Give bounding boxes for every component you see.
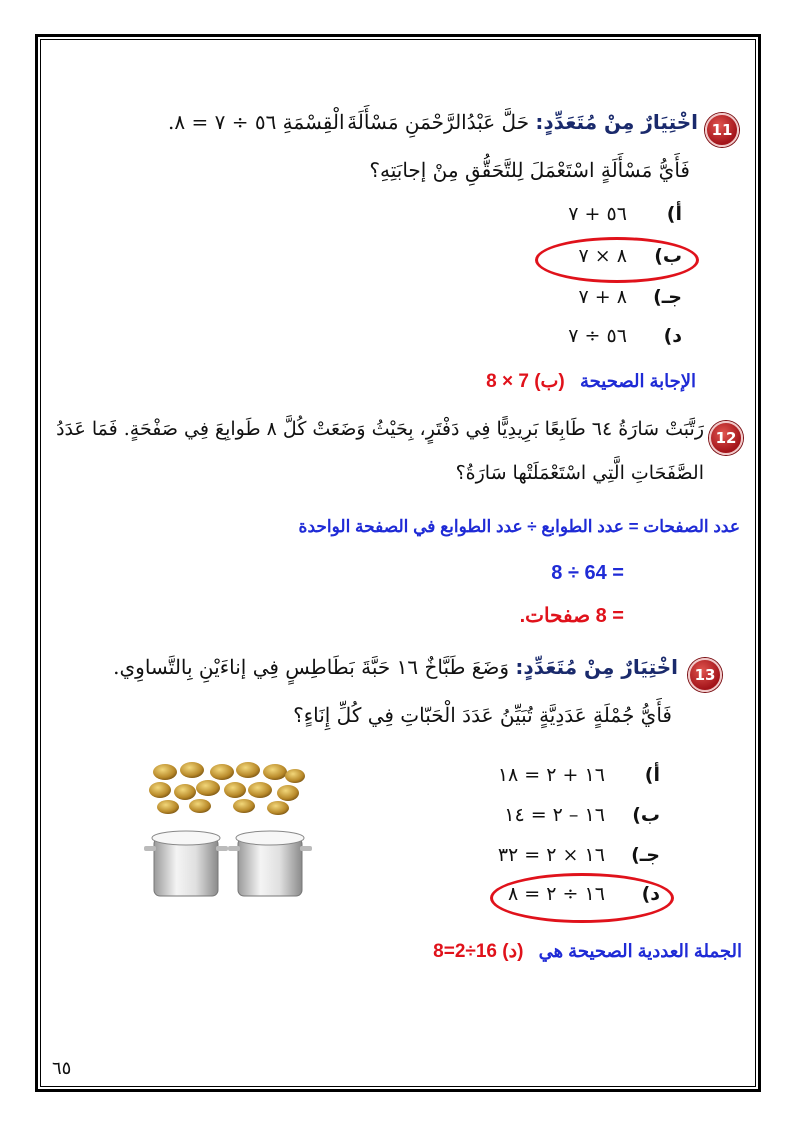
correct-answer-circle-11 — [535, 237, 699, 283]
answer-value: (د) 16÷2=8 — [433, 941, 524, 962]
option-expr: ٥٦ + ٧ — [568, 203, 627, 225]
option-expr: ٨ × ٧ — [578, 245, 627, 267]
question-11-option-a[interactable] — [502, 203, 682, 225]
answer-label: الإجابة الصحيحة — [580, 371, 696, 391]
question-11-text1: حَلَّ عَبْدُالرَّحْمَنِ مَسْأَلَةَ — [347, 110, 530, 134]
question-13-option-c[interactable] — [460, 844, 660, 866]
question-11-line1 — [347, 110, 698, 134]
question-11-line2: فَأَيُّ مَسْأَلَةٍ اسْتَعْمَلَ لِلتَّحَقُّقِ مِنْ إجابَتِهِ؟ — [369, 158, 690, 182]
question-12-line1: رَتَّبَتْ سَارَةُ ٦٤ طَابِعًا بَرِيدِيًّا فِي دَفْتَرٍ، بِحَيْثُ وَضَعَتْ كُلَّ ٨ طَوابِعَ فِي صَفْحَةٍ. فَمَا عَدَدُ — [56, 418, 704, 440]
question-11-badge — [705, 113, 739, 147]
pot-left — [144, 831, 228, 896]
question-13-badge — [688, 658, 722, 692]
option-label: أ) — [644, 764, 660, 786]
question-12-number: 12 — [715, 429, 737, 447]
potatoes-pots-illustration — [140, 760, 320, 900]
question-13-text1: وَضَعَ طَبَّاخٌ ١٦ حَبَّةَ بَطَاطِسٍ فِي إناءَيْنِ بِالتَّساوِي. — [113, 655, 510, 679]
option-expr: ٥٦ ÷ ٧ — [568, 325, 627, 347]
option-label: د) — [641, 883, 660, 905]
option-label: د) — [663, 325, 682, 347]
question-13-answer — [433, 940, 742, 963]
question-12-step2: = 8 صفحات. — [519, 605, 624, 627]
question-13-tag: اخْتِيَارٌ مِنْ مُتَعَدِّدٍ: — [515, 655, 678, 679]
page-frame-inner — [40, 39, 756, 1087]
option-expr: ١٦ – ٢ = ١٤ — [504, 804, 605, 826]
option-expr: ١٦ ÷ ٢ = ٨ — [508, 883, 605, 905]
answer-label: الجملة العددية الصحيحة هي — [538, 941, 742, 961]
question-12-formula: عدد الصفحات = عدد الطوابع ÷ عدد الطوابع في الصفحة الواحدة — [298, 517, 740, 536]
answer-value: (ب) 7 × 8 — [486, 371, 565, 392]
option-label: ب) — [654, 245, 682, 267]
question-13-option-b[interactable] — [460, 804, 660, 826]
question-12-line2: الصَّفَحَاتِ الَّتِي اسْتَعْمَلَتْها سَارَةُ؟ — [455, 462, 704, 484]
question-13-number: 13 — [694, 666, 716, 684]
question-11-option-c[interactable] — [502, 286, 682, 308]
option-expr: ١٦ × ٢ = ٣٢ — [497, 844, 605, 866]
question-13-line1 — [113, 655, 678, 679]
potato-group — [149, 762, 305, 815]
question-13-option-a[interactable] — [460, 764, 660, 786]
question-11-answer — [486, 370, 696, 393]
question-11-division: الْقِسْمَةِ ٥٦ ÷ ٧ = ٨. — [168, 110, 345, 134]
question-12-badge — [709, 421, 743, 455]
option-label: ب) — [632, 804, 660, 826]
correct-answer-circle-13 — [490, 873, 674, 923]
option-label: أ) — [666, 203, 682, 225]
question-11-tag: اخْتِيَارٌ مِنْ مُتَعَدِّدٍ: — [535, 110, 698, 134]
question-13-line2: فَأَيُّ جُمْلَةٍ عَدَدِيَّةٍ تُبَيِّنُ عَدَدَ الْحَبّاتِ فِي كُلِّ إِنَاءٍ؟ — [293, 703, 672, 727]
option-label: جـ) — [653, 286, 682, 308]
question-11-option-d[interactable] — [502, 325, 682, 347]
pot-right — [228, 831, 312, 896]
option-expr: ١٦ + ٢ = ١٨ — [497, 764, 605, 786]
question-12-step1: = 64 ÷ 8 — [551, 562, 624, 584]
page-number: ٦٥ — [52, 1058, 72, 1079]
option-label: جـ) — [631, 844, 660, 866]
question-11-number: 11 — [711, 121, 733, 139]
option-expr: ٨ + ٧ — [578, 286, 627, 308]
